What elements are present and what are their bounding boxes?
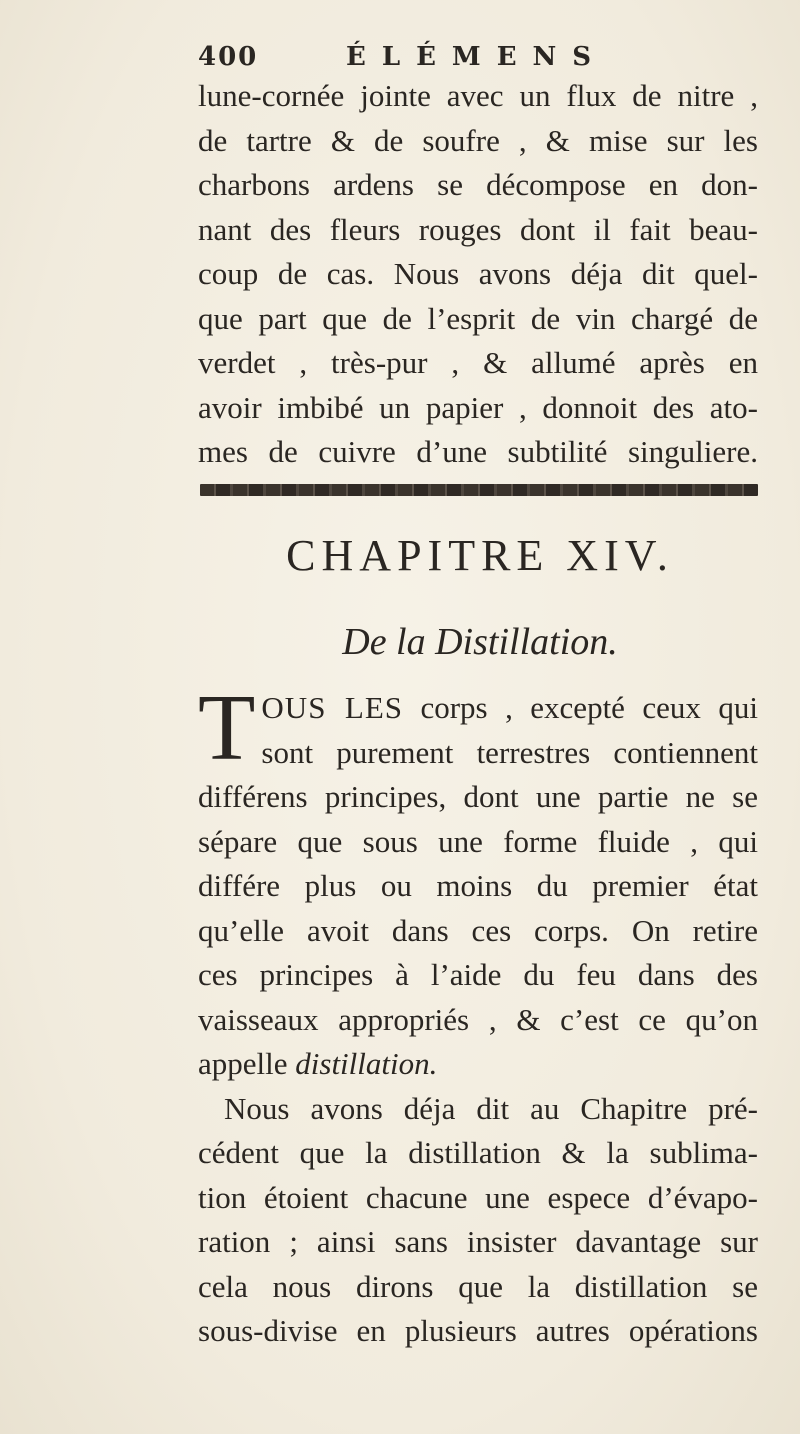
ornamental-rule (200, 484, 758, 496)
text-line: nant des fleurs rouges dont il fait beau- (198, 211, 758, 247)
page-number: 400 (198, 42, 259, 72)
text-line (198, 1042, 758, 1087)
text-line: ration ; ainsi sans insister davantage sur (198, 1224, 758, 1259)
running-head: ÉLÉMENS (346, 42, 608, 72)
top-paragraph (198, 74, 758, 475)
text-line: tion étoient chacune une espece d’évapo- (198, 1179, 758, 1215)
text-line: sont purement terrestres contiennent (261, 734, 758, 770)
text-line: cela nous dirons que la distillation se (198, 1268, 758, 1304)
chapter-body (198, 676, 758, 1354)
text-line: vaisseaux appropriés , & c’est ce qu’on (198, 1001, 758, 1037)
text-line: de tartre & de soufre , & mise sur les (198, 122, 758, 158)
chapter-heading: CHAPITRE XIV. (286, 531, 674, 580)
drop-cap: T (198, 676, 256, 780)
text-line: différe plus ou moins du premier état (198, 868, 758, 903)
text-line: différens principes, dont une partie ne se (198, 779, 758, 814)
first-line-rest: corps , excepté ceux qui (403, 690, 758, 725)
text-line: ces principes à l’aide du feu dans des (198, 957, 758, 992)
text-line: mes de cuivre d’une subtilité singuliere. (198, 434, 758, 469)
distillation-term: distillation. (295, 1046, 438, 1081)
text-line: avoir imbibé un papier , donnoit des ato- (198, 389, 758, 425)
text-line: sépare que sous une forme fluide , qui (198, 823, 758, 859)
text-line: que part que de l’esprit de vin chargé de (198, 300, 758, 336)
text-line: Nous avons déja dit au Chapitre pré- (224, 1090, 758, 1126)
text-line: sous-divise en plusieurs autres opérations (198, 1313, 758, 1348)
text-line (198, 686, 758, 731)
appelle-prefix: appelle (198, 1046, 296, 1081)
text-line: qu’elle avoit dans ces corps. On retire (198, 912, 758, 948)
text-line: charbons ardens se décompose en don- (198, 167, 758, 202)
text-line: verdet , très-pur , & allumé après en (198, 345, 758, 380)
chapter-subtitle: De la Distillation. (342, 621, 618, 663)
text-line: lune-cornée jointe avec un flux de nitre , (198, 78, 758, 113)
smallcaps-opening: OUS LES (261, 690, 404, 725)
text-line: cédent que la distillation & la sublima- (198, 1135, 758, 1170)
text-line: coup de cas. Nous avons déja dit quel- (198, 256, 758, 291)
